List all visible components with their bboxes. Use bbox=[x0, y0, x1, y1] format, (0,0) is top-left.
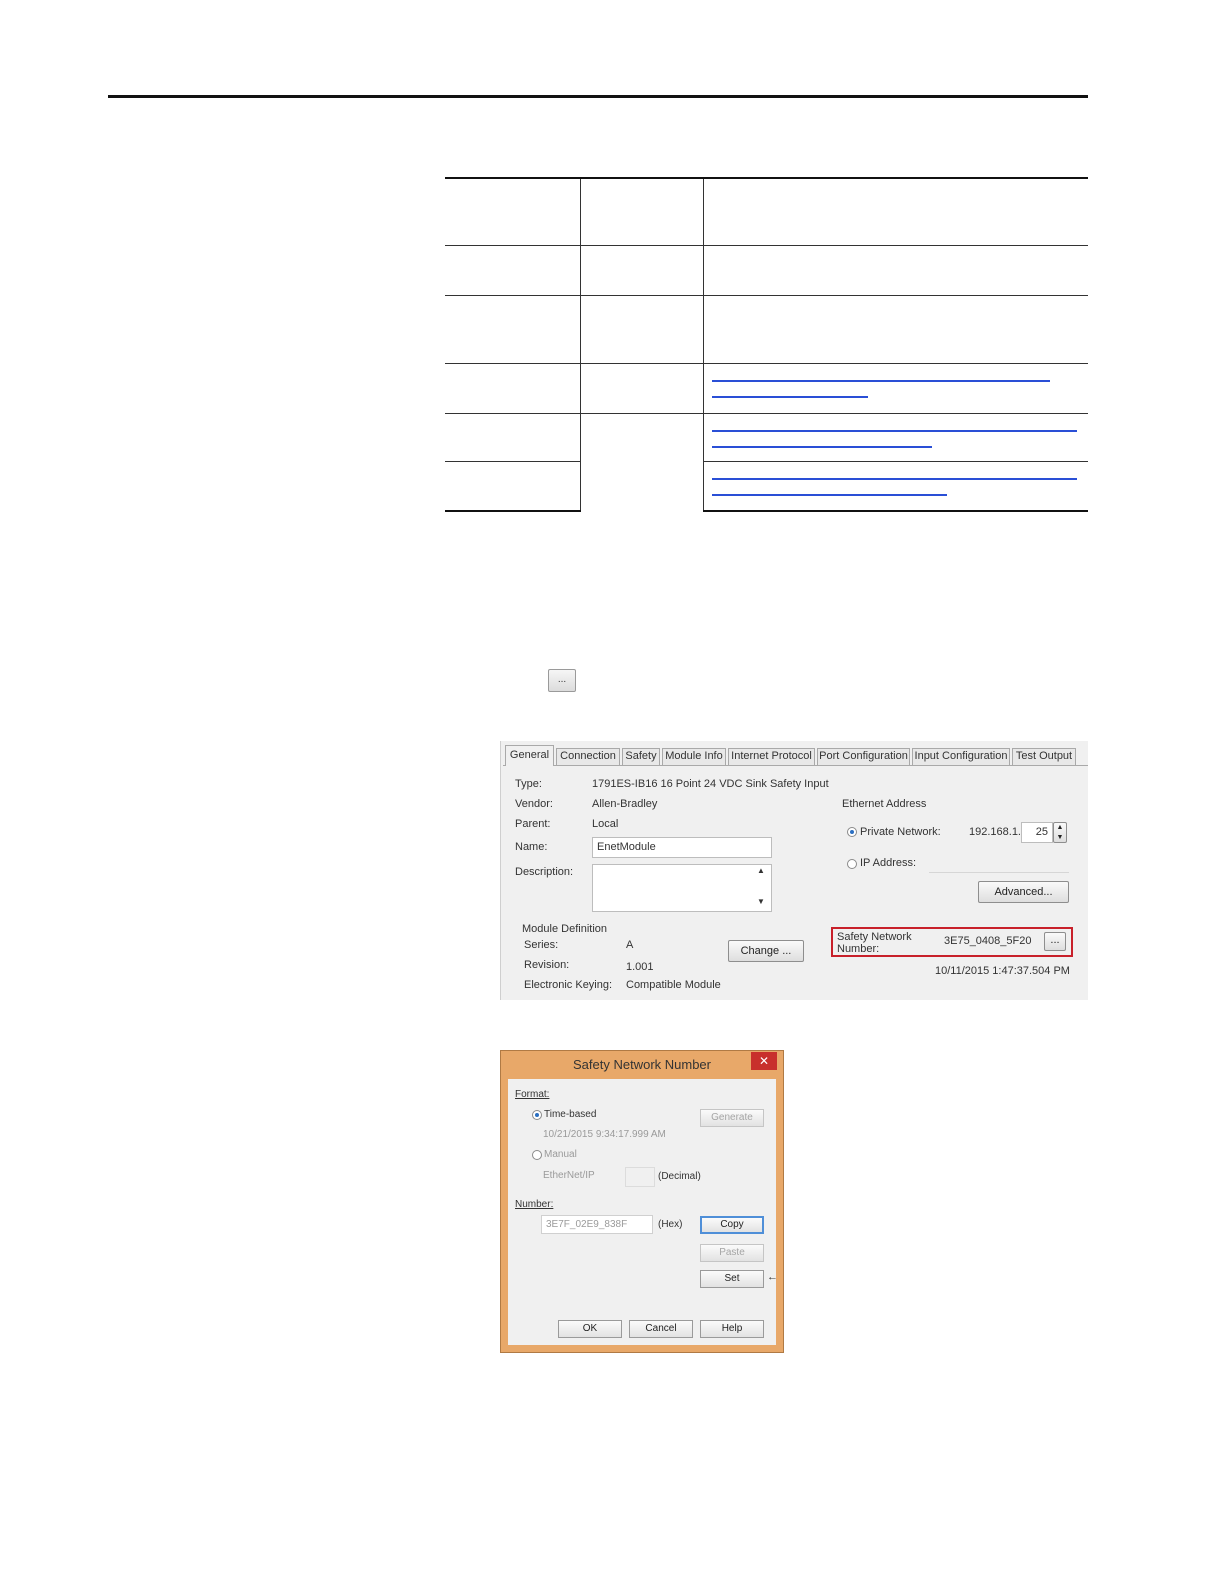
tab-internet-protocol[interactable]: Internet Protocol bbox=[728, 748, 815, 765]
ellipsis-button-illustration: ... bbox=[548, 669, 576, 692]
snn-value: 3E75_0408_5F20 bbox=[944, 935, 1032, 947]
number-label: Number: bbox=[515, 1199, 554, 1210]
ip-address-label: IP Address: bbox=[860, 857, 917, 869]
ethernet-ip-label: EtherNet/IP bbox=[543, 1170, 595, 1181]
ethernet-ip-input[interactable] bbox=[625, 1167, 655, 1187]
tab-port-configuration[interactable]: Port Configuration bbox=[817, 748, 910, 765]
private-network-prefix: 192.168.1. bbox=[969, 826, 1021, 838]
number-input[interactable]: 3E7F_02E9_838F bbox=[541, 1215, 653, 1234]
dialog-title: Safety Network Number bbox=[573, 1057, 711, 1072]
decimal-label: (Decimal) bbox=[658, 1171, 701, 1182]
type-label: Type: bbox=[515, 778, 542, 790]
time-based-value: 10/21/2015 9:34:17.999 AM bbox=[543, 1129, 666, 1140]
link-cell[interactable] bbox=[704, 461, 1089, 511]
table-row bbox=[445, 461, 1088, 511]
tab-input-configuration[interactable]: Input Configuration bbox=[912, 748, 1010, 765]
link-underline[interactable] bbox=[712, 396, 868, 398]
name-input[interactable]: EnetModule bbox=[592, 837, 772, 858]
safety-network-number-dialog bbox=[500, 1050, 784, 1353]
private-network-radio[interactable] bbox=[847, 827, 857, 837]
manual-radio[interactable] bbox=[532, 1150, 542, 1160]
table-row bbox=[445, 363, 1088, 413]
link-underline[interactable] bbox=[712, 494, 947, 496]
keying-label: Electronic Keying: bbox=[524, 979, 613, 991]
snn-label bbox=[837, 931, 912, 955]
vendor-label: Vendor: bbox=[515, 798, 553, 810]
parameters-table bbox=[445, 177, 1088, 512]
dialog-body bbox=[508, 1079, 776, 1345]
snn-label-line1: Safety Network bbox=[837, 931, 912, 943]
link-underline[interactable] bbox=[712, 380, 1050, 382]
host-octet-input[interactable]: 25 bbox=[1021, 822, 1053, 843]
tab-safety[interactable]: Safety bbox=[622, 748, 660, 765]
link-underline[interactable] bbox=[712, 446, 932, 448]
header-rule bbox=[108, 95, 1088, 98]
link-underline[interactable] bbox=[712, 430, 1077, 432]
tab-general[interactable]: General bbox=[505, 745, 554, 766]
format-label: Format: bbox=[515, 1089, 550, 1100]
time-based-radio[interactable] bbox=[532, 1110, 542, 1120]
table-row bbox=[445, 295, 1088, 363]
tab-strip bbox=[503, 745, 1088, 766]
link-underline[interactable] bbox=[712, 478, 1077, 480]
series-label: Series: bbox=[524, 939, 559, 951]
tab-connection[interactable]: Connection bbox=[556, 748, 620, 765]
ok-button[interactable]: OK bbox=[558, 1320, 622, 1338]
table-row bbox=[445, 413, 1088, 461]
hex-label: (Hex) bbox=[658, 1219, 683, 1230]
ip-address-field-line[interactable] bbox=[929, 872, 1069, 873]
table-row bbox=[445, 178, 1088, 245]
snn-timestamp: 10/11/2015 1:47:37.504 PM bbox=[935, 965, 1070, 977]
link-cell[interactable] bbox=[704, 363, 1089, 413]
name-label: Name: bbox=[515, 841, 548, 853]
snn-label-line2: Number: bbox=[837, 943, 880, 955]
scroll-down-icon[interactable]: ▼ bbox=[757, 897, 765, 906]
description-label: Description: bbox=[515, 866, 574, 878]
scroll-up-icon[interactable]: ▲ bbox=[757, 866, 765, 875]
module-properties-screenshot bbox=[500, 741, 1088, 1000]
revision-label: Revision: bbox=[524, 959, 570, 971]
vendor-value: Allen-Bradley bbox=[592, 798, 658, 810]
keying-value: Compatible Module bbox=[626, 979, 721, 991]
arrow-left-icon: ← bbox=[767, 1271, 778, 1283]
type-value: 1791ES-IB16 16 Point 24 VDC Sink Safety Input bbox=[592, 778, 829, 790]
help-button[interactable]: Help bbox=[700, 1320, 764, 1338]
advanced-button[interactable]: Advanced... bbox=[978, 881, 1069, 903]
time-based-label: Time-based bbox=[544, 1109, 597, 1120]
module-definition-heading: Module Definition bbox=[522, 923, 607, 935]
ip-address-radio[interactable] bbox=[847, 859, 857, 869]
parent-label: Parent: bbox=[515, 818, 551, 830]
manual-label: Manual bbox=[544, 1149, 577, 1160]
description-input[interactable] bbox=[592, 864, 772, 912]
private-network-label: Private Network: bbox=[860, 826, 941, 838]
set-button[interactable]: Set bbox=[700, 1270, 764, 1288]
cancel-button[interactable]: Cancel bbox=[629, 1320, 693, 1338]
generate-button[interactable]: Generate bbox=[700, 1109, 764, 1127]
octet-spinner[interactable]: ▲ ▼ bbox=[1053, 822, 1067, 843]
paste-button[interactable]: Paste bbox=[700, 1244, 764, 1262]
tab-test-output[interactable]: Test Output bbox=[1012, 748, 1076, 765]
tab-module-info[interactable]: Module Info bbox=[662, 748, 726, 765]
snn-ellipsis-button[interactable]: ... bbox=[1044, 932, 1066, 951]
ethernet-address-heading: Ethernet Address bbox=[842, 798, 927, 810]
change-button[interactable]: Change ... bbox=[728, 940, 804, 962]
link-cell[interactable] bbox=[704, 413, 1089, 461]
parent-value: Local bbox=[592, 818, 619, 830]
table-row bbox=[445, 245, 1088, 295]
series-value: A bbox=[626, 939, 634, 951]
copy-button[interactable]: Copy bbox=[700, 1216, 764, 1234]
revision-value: 1.001 bbox=[626, 961, 654, 973]
close-icon[interactable]: ✕ bbox=[751, 1052, 777, 1070]
